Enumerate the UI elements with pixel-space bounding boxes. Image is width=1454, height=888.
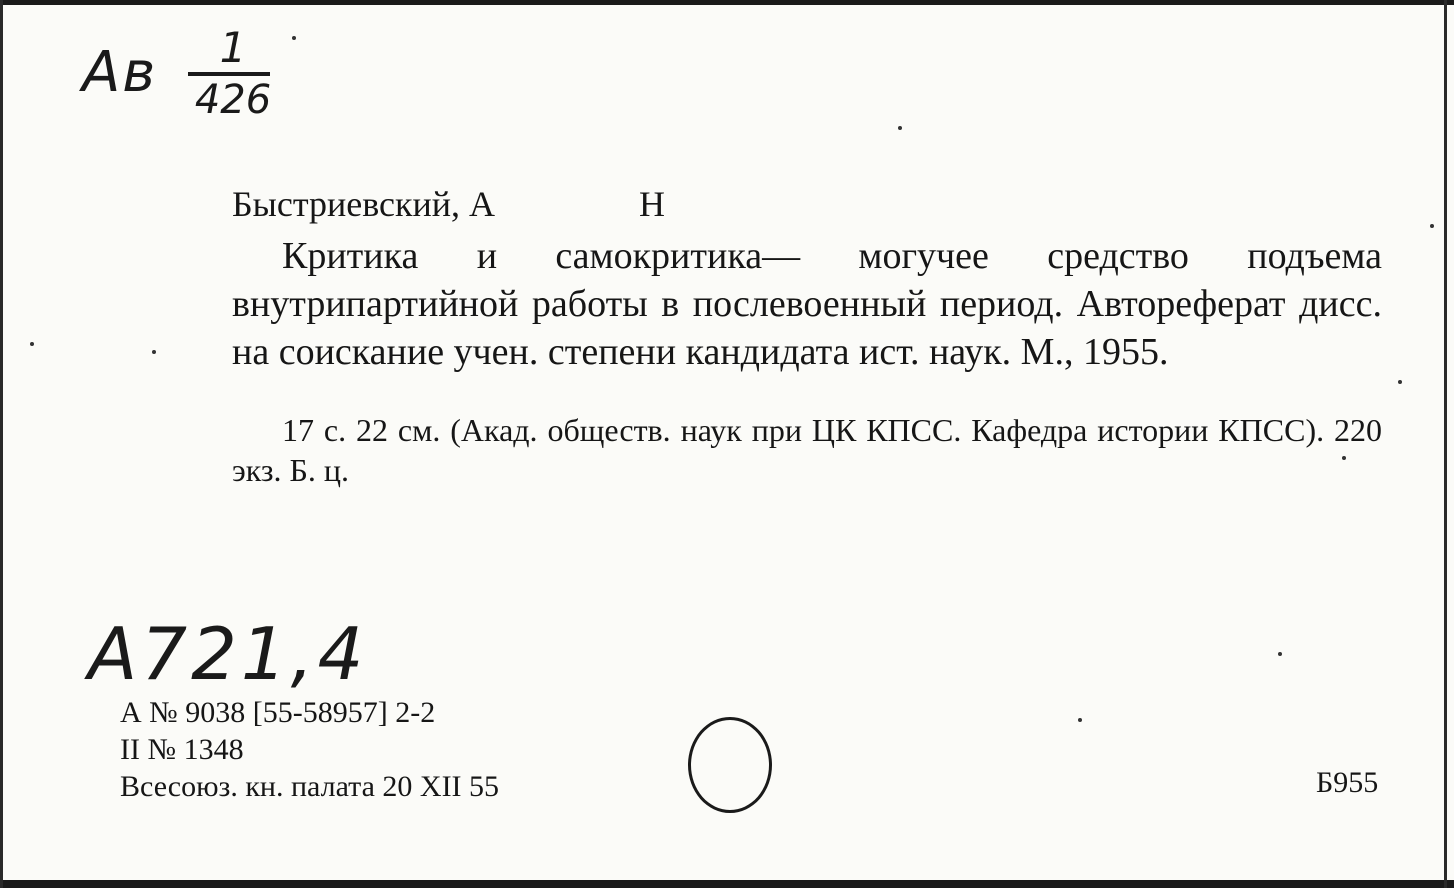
card-top-edge [0,0,1454,5]
shelf-mark-top: Ав [82,40,158,105]
stamp-circle [688,717,772,813]
physical-description: 17 с. 22 см. (Акад. обществ. наук при ЦК КПСС. Кафедра истории КПСС). 220 экз. Б. ц. [232,412,1382,488]
author-heading: Быстриевский, А Н [232,184,666,224]
dust-speck [1342,456,1346,460]
registry-secondary-number: II № 1348 [120,733,244,766]
dust-speck [1398,380,1402,384]
card-left-edge [0,0,3,888]
dust-speck [292,36,296,40]
dust-speck [30,342,34,346]
card-bottom-edge [0,880,1454,888]
title-description: Критика и самокритика— могучее средство подъема внутрипартийной работы в послевоенный период. Автореферат дисс. на соискание учен. степени кандидата ист. наук. М., 1955. [232,235,1382,373]
shelf-mark-fraction [188,23,278,123]
dust-speck [1078,718,1082,722]
dust-speck [1430,224,1434,228]
shelf-mark-denominator: 426 [194,77,272,123]
dust-speck [898,126,902,130]
registry-number: А № 9038 [55-58957] 2-2 [120,696,436,729]
card-right-edge [1444,0,1447,888]
dust-speck [1278,652,1282,656]
fraction-bar [188,72,270,76]
chamber-imprint: Всесоюз. кн. палата 20 XII 55 [120,770,500,803]
shelf-mark-numerator: 1 [219,23,247,72]
shelf-mark-bottom: А721,4 [88,612,368,696]
dust-speck [152,350,156,354]
card-code: Б955 [1316,766,1379,799]
